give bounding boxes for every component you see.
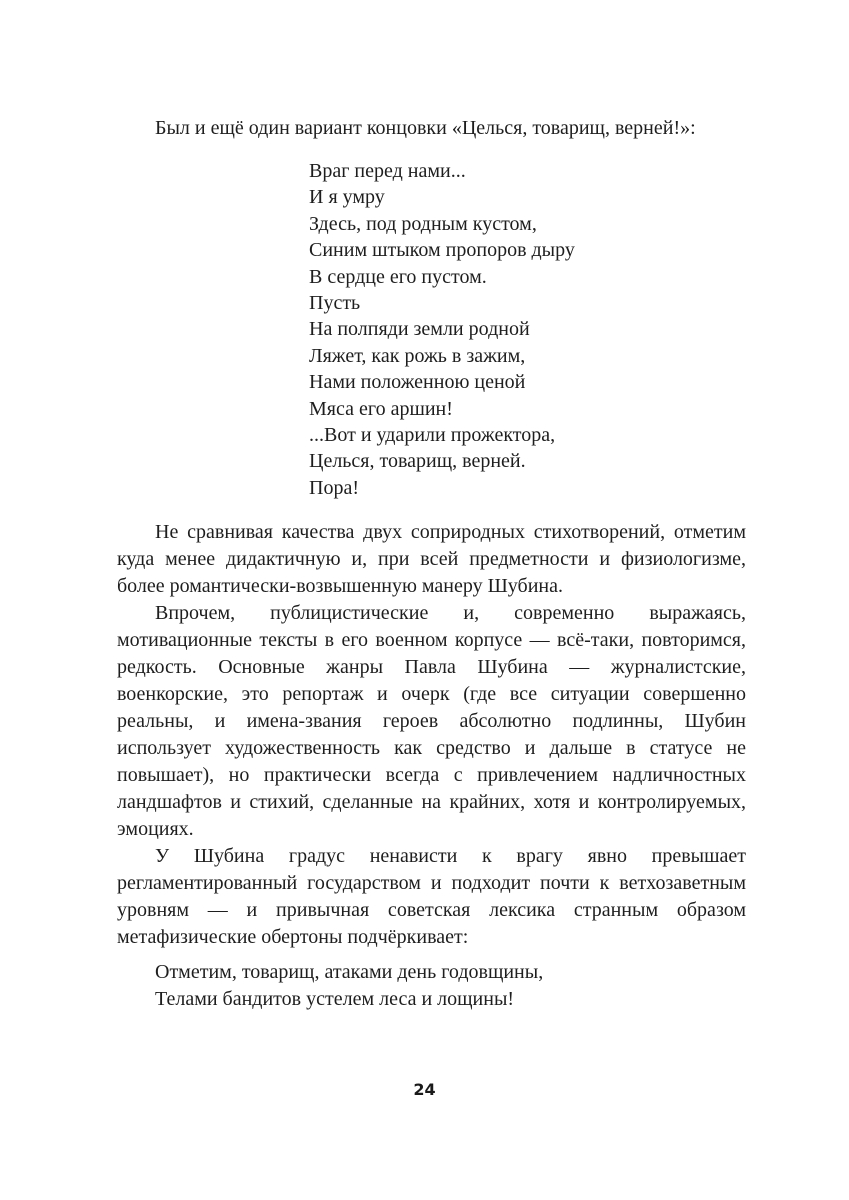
poem-line: Мяса его аршин! [309, 397, 453, 420]
poem-line: И я умру [309, 186, 385, 209]
poem-line: В сердце его пустом. [309, 265, 487, 288]
poem-line: Здесь, под родным кустом, [309, 212, 537, 235]
poem-line: Пора! [309, 476, 359, 499]
poem-line: Враг перед нами... [309, 160, 466, 182]
poem-line: ...Вот и ударили прожектора, [309, 424, 556, 447]
quote-line: Отметим, товарищ, атаками день годовщины, [155, 961, 544, 983]
poem-line: На полпяди земли родной [309, 318, 530, 341]
page-number: 24 [413, 1080, 436, 1099]
poem-line: Синим штыком пропоров дыру [309, 239, 575, 262]
quote-line: Телами бандитов устелем леса и лощины! [155, 988, 515, 1010]
poem-line: Пусть [309, 292, 361, 315]
paragraph: Не сравнивая качества двух соприродных стихотворений, отметим куда менее дидактичную и, при всей предметности и физиологизме, более романтически-возвышенную манеру Шубина. [117, 521, 746, 597]
paragraph: Впрочем, публицистические и, современно выражаясь, мотивационные тексты в его военном корпусе — всё-таки, повторимся, редкость. Основные жанры Павла Шубина — журналистские, военкорские, это репортаж и очерк (где все ситуации совершенно реальны, и имена-звания героев абсолютно подлинны, Шубин использует художественность как средство и дальше в статусе не повышает), но практически всегда с привлечением надличностных ландшафтов и стихий, сделанные на крайних, хотя и контролируемых, эмоциях. [117, 602, 746, 840]
poem-line: Нами положенною ценой [309, 371, 526, 394]
intro-line: Был и ещё один вариант концовки «Целься, товарищ, верней!»: [155, 117, 696, 139]
poem-line: Ляжет, как рожь в зажим, [309, 344, 526, 367]
poem-block [309, 158, 575, 501]
body-text [117, 519, 746, 951]
paragraph: У Шубина градус ненависти к врагу явно превышает регламентированный государством и подходит почти к ветхозаветным уровням — и привычная советская лексика странным образом метафизические обертоны подчёркивает: [117, 845, 746, 948]
quote-block [155, 959, 543, 1013]
poem-line: Целься, товарищ, верней. [309, 450, 526, 473]
